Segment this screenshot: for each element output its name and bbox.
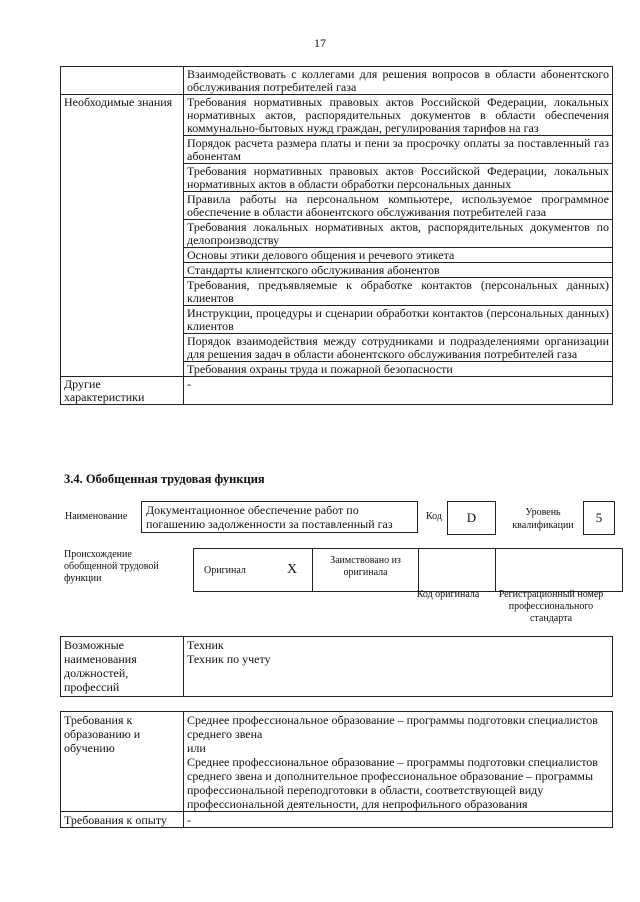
level-label: Уровень квалификации bbox=[512, 507, 574, 531]
borrowed-label: Заимствовано из оригинала bbox=[313, 549, 419, 592]
education-text: Среднее профессиональное образование – программы подготовки специалистов среднего звена или Среднее профессиональное образование – программы подготовки специалистов среднего звена и дополнительное профессиональное образование – программы профессиональной переподготовки в области, соответствующей виду профессиональной деятельности, для непрофильного образования bbox=[184, 712, 613, 812]
experience-label: Требования к опыту bbox=[61, 812, 184, 828]
jobs-values bbox=[184, 637, 613, 697]
origin-table bbox=[193, 548, 623, 592]
skill-text: Взаимодействовать с коллегами для решения вопросов в области абонентского обслуживания потребителей газа bbox=[184, 67, 613, 95]
knowledge-item: Основы этики делового общения и речевого этикета bbox=[184, 248, 613, 263]
page-number: 17 bbox=[314, 36, 326, 50]
empty-label-cell bbox=[61, 67, 184, 95]
knowledge-item: Порядок расчета размера платы и пени за просрочку оплаты за поставленный газ абонентам bbox=[184, 136, 613, 164]
section-title: 3.4. Обобщенная трудовая функция bbox=[64, 472, 265, 486]
reg-number-cell bbox=[496, 549, 623, 592]
knowledge-label: Необходимые знания bbox=[61, 95, 184, 377]
knowledge-item: Правила работы на персональном компьютере, используемое программное обеспечение в области абонентского обслуживания потребителей газа bbox=[184, 192, 613, 220]
table-row bbox=[61, 67, 613, 95]
name-label: Наименование bbox=[65, 511, 128, 522]
code-original-caption: Код оригинала bbox=[416, 589, 480, 600]
knowledge-item: Требования, предъявляемые к обработке контактов (персональных данных) клиентов bbox=[184, 278, 613, 306]
function-name-value: Документационное обеспечение работ по погашению задолженности за поставленный газ bbox=[141, 501, 418, 533]
table-row bbox=[61, 377, 613, 405]
other-label: Другие характеристики bbox=[61, 377, 184, 405]
knowledge-table bbox=[60, 66, 613, 405]
knowledge-item: Требования локальных нормативных актов, распорядительных документов по делопроизводству bbox=[184, 220, 613, 248]
knowledge-item: Требования нормативных правовых актов Российской Федерации, локальных нормативных актов, распорядительных документов в области обеспечения коммунально-бытовых нужд граждан, регулирования тарифов на газ bbox=[184, 95, 613, 136]
knowledge-item: Требования нормативных правовых актов Российской Федерации, локальных нормативных актов в области обработки персональных данных bbox=[184, 164, 613, 192]
table-row bbox=[61, 95, 613, 136]
job-title: Техник по учету bbox=[187, 652, 271, 666]
knowledge-item: Инструкции, процедуры и сценарии обработки контактов (персональных данных) клиентов bbox=[184, 306, 613, 334]
original-mark: X bbox=[272, 549, 313, 592]
level-value: 5 bbox=[583, 501, 615, 535]
code-label: Код bbox=[426, 511, 442, 522]
knowledge-item: Стандарты клиентского обслуживания абонентов bbox=[184, 263, 613, 278]
knowledge-item: Порядок взаимодействия между сотрудниками и подразделениями организации для решения задач в области абонентского обслуживания потребителей газа bbox=[184, 334, 613, 362]
education-label: Требования к образованию и обучению bbox=[61, 712, 184, 812]
other-value: - bbox=[184, 377, 613, 405]
jobs-label: Возможные наименования должностей, профессий bbox=[61, 637, 184, 697]
origin-label: Происхождение обобщенной трудовой функции bbox=[64, 549, 159, 584]
original-code-cell bbox=[419, 549, 496, 592]
knowledge-item: Требования охраны труда и пожарной безопасности bbox=[184, 362, 613, 377]
jobs-table bbox=[60, 636, 613, 697]
education-table bbox=[60, 711, 613, 828]
reg-number-caption: Регистрационный номер профессионального стандарта bbox=[498, 589, 604, 624]
job-title: Техник bbox=[187, 638, 224, 652]
experience-value: - bbox=[184, 812, 613, 828]
code-value: D bbox=[447, 501, 496, 535]
original-label: Оригинал bbox=[194, 549, 273, 592]
